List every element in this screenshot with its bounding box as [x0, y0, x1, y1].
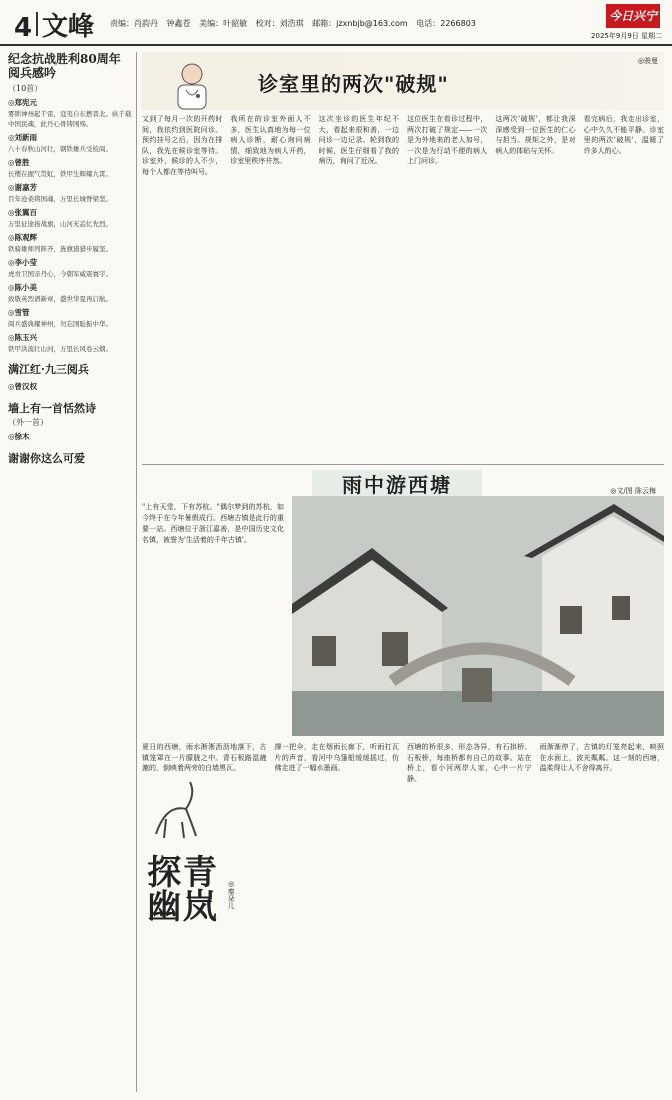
- staff-item: 电话：2266803: [416, 19, 476, 28]
- poem-author: ◎张翼百: [8, 208, 38, 218]
- qinglan-section: [142, 770, 262, 950]
- page-number: 4: [14, 13, 33, 43]
- article-column: 西塘的桥很多，形态各异，有石拱桥、石板桥，每座桥都有自己的故事。站在桥上，看小河两岸人家，心中一片宁静。: [407, 743, 532, 783]
- poem-title-wall: 墙上有一首恬然诗: [8, 401, 96, 415]
- poem-body: 八十春秋山河壮，钢铁雄兵受检阅。: [8, 145, 112, 154]
- masthead-divider: [36, 12, 38, 36]
- poem-author: ◎雪管: [8, 307, 30, 317]
- qinglan-title: 青岚探幽: [140, 854, 217, 922]
- poem-item: [8, 98, 132, 129]
- xitang-photo: [292, 496, 664, 736]
- poem-body: 百年沧桑铸国魂，万里长城脊梁坚。: [8, 195, 112, 204]
- poem-item: [8, 133, 132, 154]
- poem-body: 铁骑雄师列阵齐，旌旗猎猎步履坚。: [8, 245, 112, 253]
- poem-body: 阅兵盛典耀神州，勿忘国耻振中华。: [8, 319, 112, 328]
- poem-body: 铁甲洪流壮山河，万里长风卷云烟。: [8, 344, 112, 353]
- left-column: [8, 52, 132, 1092]
- article-title: 雨中游西塘: [342, 472, 452, 497]
- left-column-title: 纪念抗战胜利80周年阅兵感吟: [8, 52, 121, 81]
- left-column-subtitle: （10首）: [8, 83, 43, 93]
- newspaper-logo: 今日兴宁: [606, 4, 660, 28]
- article-body: [142, 114, 664, 460]
- poem-body: 雾锁神州起千雷，寇夷自东燃晋北。纵千载中国民魂，此丹心骨铸国殇。: [8, 110, 132, 129]
- article-title: 诊室里的两次"破规": [258, 72, 449, 96]
- article-author: ◎文/图 陈云梅: [610, 487, 656, 495]
- poem-title-cute: 谢谢你这么可爱: [8, 452, 85, 466]
- poem-author: ◎陈观辉: [8, 233, 38, 243]
- xitang-scene-illustration: [292, 496, 664, 736]
- poem-item: [8, 183, 132, 204]
- article-column: 我所在的诊室外面人不多，医生认真地为每一位病人诊断，耐心询问病情，细致地为病人开药，诊室里秩序井然。: [230, 115, 311, 165]
- poem-item: [8, 208, 132, 229]
- poem-item: [8, 333, 132, 354]
- article-intro: "上有天堂，下有苏杭。"偶尔梦到的苏杭，如今终于在今年暑假成行。西塘古镇是此行的重要一站。西塘位于浙江嘉善，是中国历史文化名镇，被誉为'生活着的千年古镇'。: [142, 503, 284, 544]
- poem-author: ◎谢嘉芳: [8, 183, 38, 193]
- poem-item: [8, 233, 132, 254]
- staff-item: 邮箱：jzxnbjb@163.com: [312, 19, 408, 28]
- poem-title-manjianghong: 满江红·九三阅兵: [8, 362, 89, 376]
- article-column: 这次坐诊的医生年纪不大，看起来很和善，一边问诊一边记录。轮到我的时候，医生仔细看了我的病历，询问了近况。: [318, 115, 399, 165]
- masthead: [0, 0, 672, 46]
- poem-body: 虎贲卫国亲丹心，今朝军威震寰宇。: [8, 269, 112, 278]
- staff-item: 校对：刘浩琪: [255, 19, 304, 28]
- poem-author: ◎郑宪元: [8, 98, 38, 108]
- poem-author: ◎李小莹: [8, 258, 38, 268]
- doctor-illustration-icon: [162, 58, 222, 110]
- article-clinic: [142, 52, 664, 462]
- staff-item: 责编：肖韵丹: [110, 19, 158, 28]
- article-author: ◎骏曼: [637, 57, 658, 65]
- article-banner: [142, 52, 664, 110]
- qinglan-author: ◎秦朵儿: [227, 880, 236, 909]
- article-column: 这两次'破规'，都让我深深感受到一位医生的仁心与担当。规矩之外，是对病人的体贴与关怀。: [495, 115, 576, 155]
- poem-item: [8, 258, 132, 279]
- article-column: 夏日的西塘，雨水淅淅沥沥地落下，古镇笼罩在一片朦胧之中。青石板路湿漉漉的，倒映着两旁的白墙黑瓦。: [142, 743, 267, 772]
- poem-body: 长缨在握气贯虹，铁甲生辉耀九霄。: [8, 170, 112, 179]
- poem-author: ◎徐木: [8, 432, 30, 442]
- staff-line: [110, 18, 482, 30]
- poem-author: ◎陈玉兴: [8, 332, 38, 342]
- article-column: 雨渐渐停了，古镇的灯笼亮起来，映照在水面上，波光粼粼。这一刻的西塘，温柔得让人不舍得离开。: [539, 743, 664, 772]
- article-column: 撑一把伞，走在烟雨长廊下，听雨打瓦片的声音，看河中乌篷船缓缓摇过，仿佛走进了一幅水墨画。: [274, 743, 399, 772]
- poem-item: [8, 283, 132, 304]
- section-divider: [142, 464, 664, 465]
- deer-illustration-icon: [146, 774, 206, 844]
- column-divider: [136, 52, 137, 1092]
- poem-author: ◎曾胜: [8, 158, 30, 168]
- poem-subtitle: （外一首）: [8, 417, 48, 427]
- article-column: 又到了每月一次的开药时间，我依约到医院问诊。预约挂号之后，因为在排队，我先在候诊室等待。诊室外，候诊的人不少，每个人都在等待叫号。: [142, 115, 223, 176]
- staff-item: 美编：叶韶敏: [199, 19, 248, 28]
- article-column: 这位医生在看诊过程中，两次打破了规定——一次是为外地来的老人加号，一次是为行动不便的病人上门问诊。: [406, 115, 488, 165]
- poem-item: [8, 308, 132, 329]
- section-name: 文峰: [42, 12, 95, 42]
- article-column: 看完病后，我走出诊室，心中久久不能平静。诊室里的两次'破规'，温暖了许多人的心。: [583, 115, 664, 155]
- poem-body: 万里征途扬战旗，山河无恙忆先烈。: [8, 220, 112, 229]
- issue-date: 2025年9月9日 星期二: [591, 32, 662, 40]
- poem-author: ◎曾汉权: [8, 381, 38, 391]
- poem-body: 致敬英烈谱新章，盛世华夏再启航。: [8, 294, 112, 303]
- poem-item: [8, 158, 132, 179]
- poem-author: ◎陈小美: [8, 283, 38, 292]
- poem-author: ◎刘新雨: [8, 133, 38, 143]
- staff-item: 钟鑫苍: [166, 19, 191, 28]
